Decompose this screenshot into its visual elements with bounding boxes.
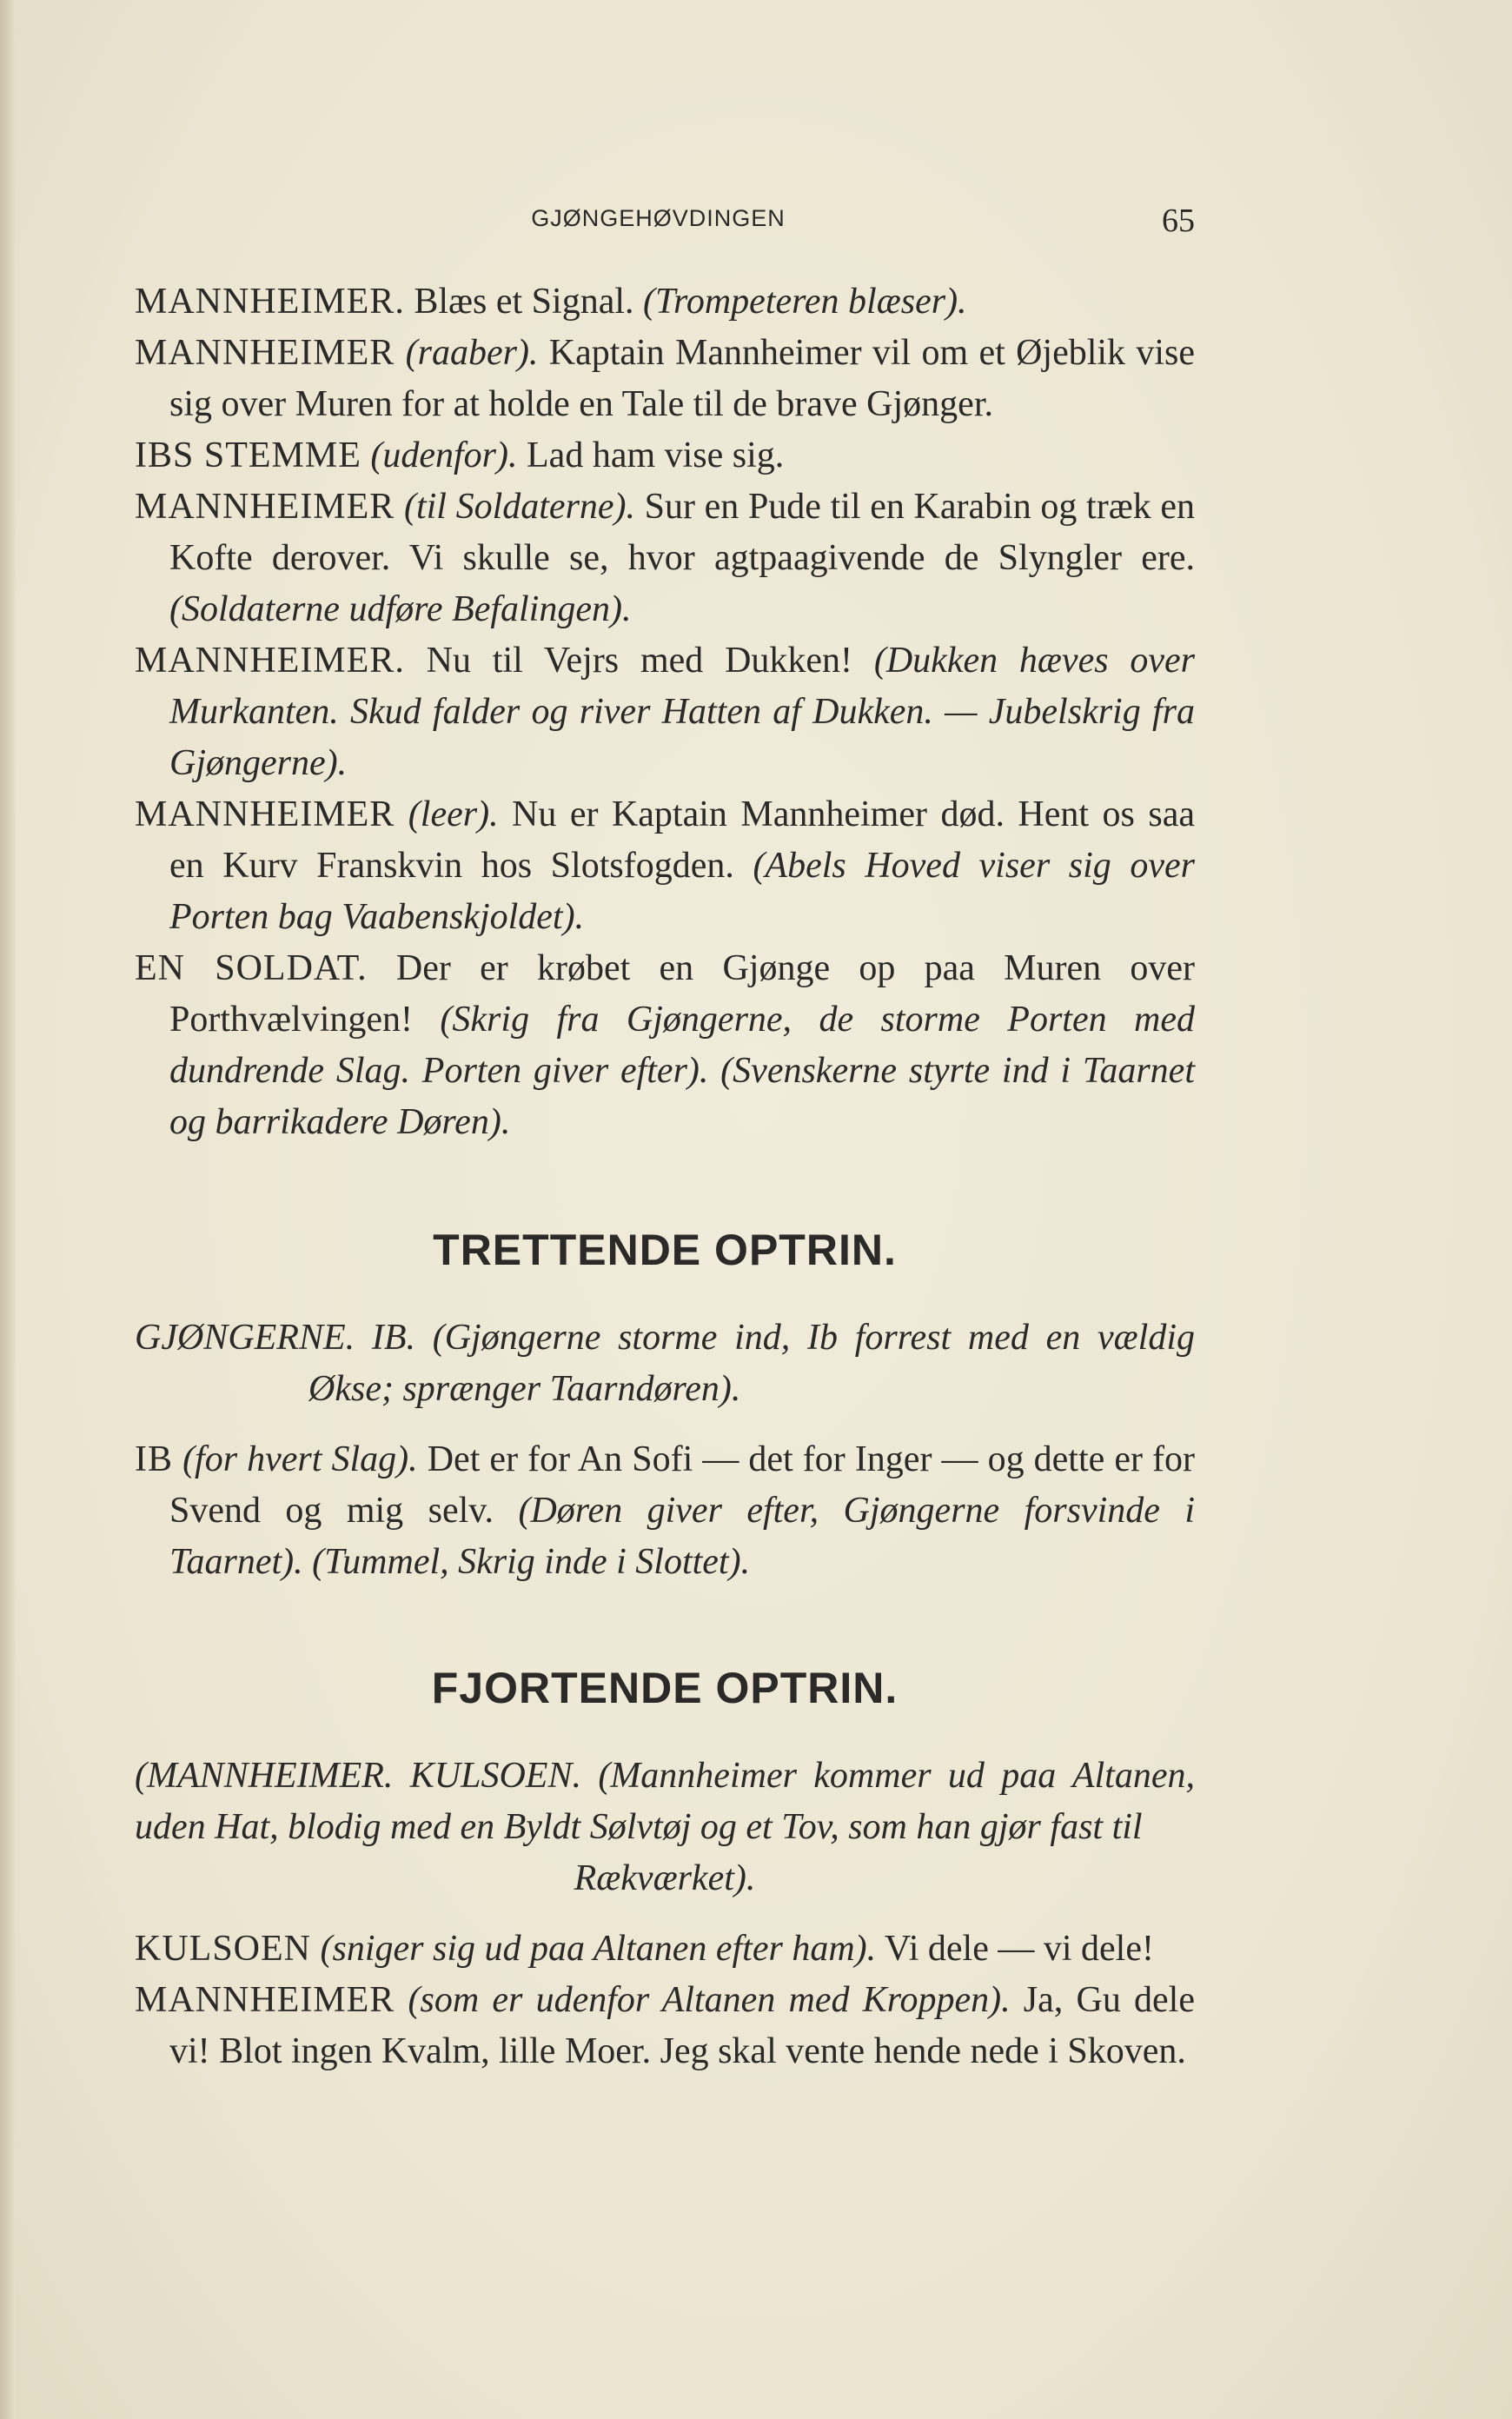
page-text (135, 276, 1195, 2077)
speaker-name: IB (135, 1439, 173, 1479)
cast-list: GJØNGERNE. IB. (Gjøngerne storme ind, Ib forrest med en vældig Økse; sprænger Taarndøren). (135, 1318, 1195, 1409)
stage-direction: (Dukken hæves over Murkanten. Skud falder og river Hatten af Dukken. — Jubelskrig fra Gjøngerne). (169, 641, 1195, 783)
page-number: 65 (1162, 203, 1195, 239)
stage-direction: (sniger sig ud paa Altanen efter ham). (311, 1929, 877, 1969)
speech (135, 1924, 1195, 1975)
scene-heading: FJORTENDE OPTRIN. (431, 1664, 899, 1712)
speaker-name: KULSOEN (135, 1929, 311, 1969)
speaker-name: MANNHEIMER (135, 333, 395, 373)
speech-text: Vi dele — vi dele! (876, 1929, 1154, 1969)
speaker-name: MANNHEIMER. (135, 641, 405, 681)
speech-text: Sur en Pude til en Karabin og træk en Kofte derover. Vi skulle se, hvor agtpaagivende de Slyngler ere. (169, 487, 1195, 578)
stage-direction: (raaber). (395, 333, 539, 373)
stage-direction: (Soldaterne udføre Befalingen). (169, 589, 632, 629)
stage-direction: (for hvert Slag). (173, 1439, 418, 1479)
scene-heading: TRETTENDE OPTRIN. (433, 1226, 897, 1274)
speech-text: Det er for An Sofi — det for Inger — og dette er for Svend og mig selv. (169, 1439, 1195, 1531)
speaker-name: MANNHEIMER (135, 1980, 395, 2020)
speech (135, 430, 1195, 482)
stage-direction: (udenfor). (361, 435, 518, 475)
speaker-name: EN SOLDAT. (135, 948, 368, 988)
speech-text: Blæs et Signal. (404, 282, 644, 322)
stage-direction: (Abels Hoved viser sig over Porten bag Vaabenskjoldet). (169, 846, 1195, 937)
speaker-name: IBS STEMME (135, 435, 361, 475)
speaker-name: MANNHEIMER (135, 794, 395, 834)
speech (135, 276, 1195, 328)
speech (135, 328, 1195, 430)
page-edge (0, 0, 16, 2419)
speech-text: Kaptain Mannheimer vil om et Øjeblik vise sig over Muren for at holde en Tale til de brave Gjønger. (169, 333, 1195, 424)
speech (135, 943, 1195, 1148)
speech (135, 1975, 1195, 2077)
stage-direction: (som er udenfor Altanen med Kroppen). (395, 1980, 1011, 2020)
stage-direction: (Skrig fra Gjøngerne, de storme Porten med dundrende Slag. Porten giver efter). (Svenskerne styrte ind i Taarnet og barrikadere Døren). (169, 1000, 1195, 1142)
stage-direction: (til Soldaterne). (395, 487, 636, 527)
stage-direction: (Døren giver efter, Gjøngerne forsvinde i Taarnet). (Tummel, Skrig inde i Slottet). (169, 1491, 1196, 1582)
speech (135, 1434, 1195, 1588)
speech-text: Nu til Vejrs med Dukken! (404, 641, 874, 681)
speech (135, 635, 1195, 789)
stage-direction: (Trompeteren blæser). (643, 282, 967, 322)
speech (135, 482, 1195, 635)
stage-direction: (leer). (395, 794, 499, 834)
cast-text-end: Rækværket). (574, 1858, 756, 1898)
speech-text: Nu er Kaptain Mannheimer død. Hent os saa en Kurv Franskvin hos Slotsfogden. (169, 794, 1195, 886)
speech-text: Ja, Gu dele vi! Blot ingen Kvalm, lille Moer. Jeg skal vente hende nede i Skoven. (169, 1980, 1195, 2071)
speech (135, 789, 1195, 943)
speech-text: Der er krøbet en Gjønge op paa Muren over Porthvælvingen! (169, 948, 1195, 1040)
page-header (122, 202, 1195, 245)
cast-text: (MANNHEIMER. KULSOEN. (Mannheimer kommer ud paa Altanen, uden Hat, blodig med en Byldt Sølvtøj og et Tov, som han gjør fast til (135, 1756, 1195, 1847)
cast-list (135, 1751, 1195, 1904)
speech-text: Lad ham vise sig. (517, 435, 785, 475)
speaker-name: MANNHEIMER. (135, 282, 405, 322)
running-head: GJØNGEHØVDINGEN (531, 205, 786, 231)
speaker-name: MANNHEIMER (135, 487, 395, 527)
